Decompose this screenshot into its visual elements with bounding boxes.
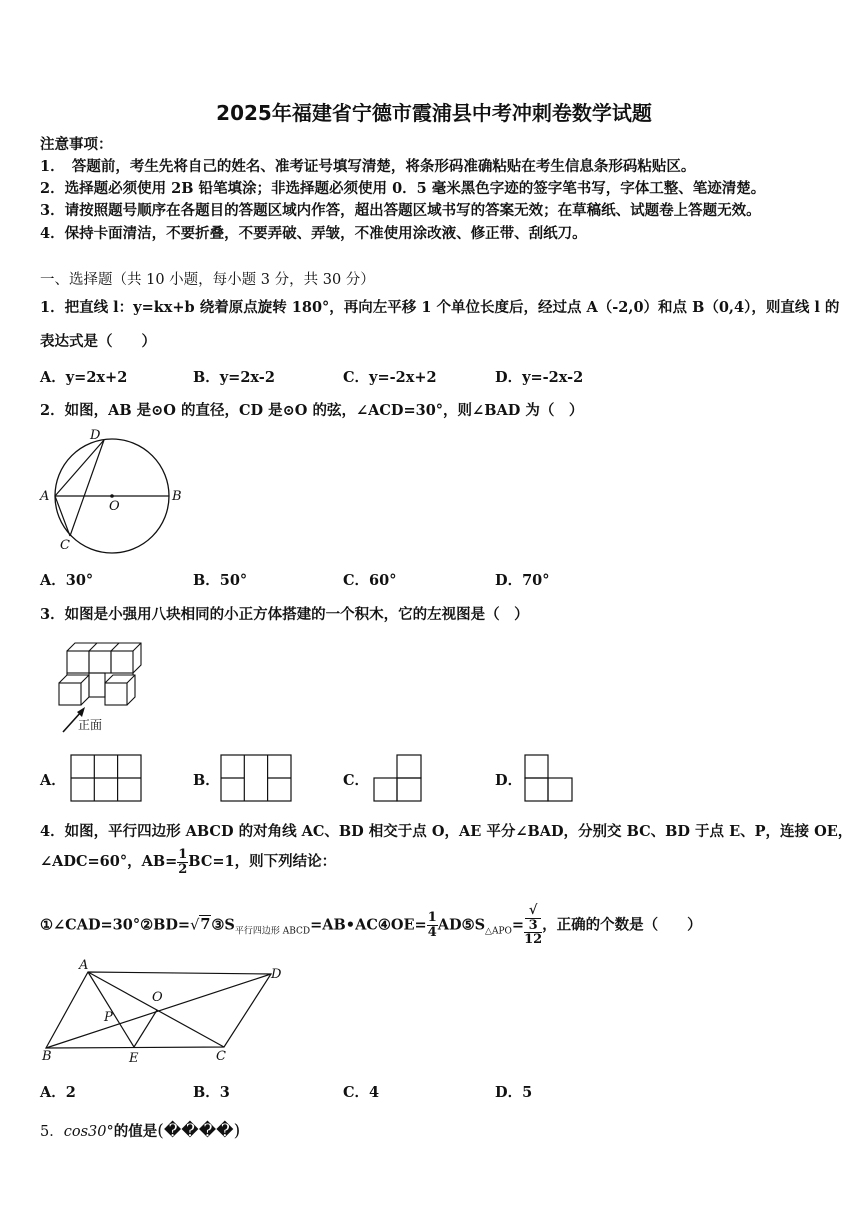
- q5-stem: 5．cos30°的值是(����): [40, 1121, 241, 1141]
- q3-stem: 3．如图是小强用八块相同的小正方体搭建的一个积木，它的左视图是（ ）: [40, 606, 529, 623]
- q4-label-e: E: [129, 1051, 139, 1066]
- q2-label-o: O: [109, 499, 120, 514]
- q2-stem: 2．如图，AB 是⊙O 的直径，CD 是⊙O 的弦，∠ACD=30°，则∠BAD 为（ ）: [40, 402, 584, 419]
- q2-option-d[interactable]: D．70°: [495, 572, 550, 589]
- notice-heading: 注意事项：: [40, 136, 113, 153]
- q3-option-d-view: [524, 754, 574, 802]
- q2-circle-figure: [38, 425, 188, 555]
- q4-label-d: D: [271, 967, 282, 982]
- q1-option-d[interactable]: D．y=-2x-2: [495, 369, 584, 386]
- q4-option-c[interactable]: C．4: [343, 1084, 380, 1101]
- q4-frac-half: $\frac{1}{2}$: [178, 847, 188, 877]
- page-title: 2025年福建省宁德市霞浦县中考冲刺卷数学试题: [216, 101, 652, 125]
- q3-option-c-view: [373, 754, 423, 802]
- q2-option-a[interactable]: A．30°: [40, 572, 94, 589]
- q4-label-p: P: [104, 1010, 113, 1025]
- q4-option-b[interactable]: B．3: [193, 1084, 230, 1101]
- q3-front-label: 正面: [78, 718, 103, 732]
- q2-label-c: C: [60, 538, 70, 553]
- q4-parallelogram-figure: [40, 962, 300, 1072]
- q4-frac-quarter: $\frac{1}{4}$: [427, 910, 437, 940]
- q1-stem-line1: 1．把直线 l：y=kx+b 绕着原点旋转 180°，再向左平移 1 个单位长度后，经过点 A（-2,0）和点 B（0,4），则直线 l 的: [40, 299, 840, 316]
- q3-option-b[interactable]: B．: [193, 772, 220, 789]
- q4-option-d[interactable]: D．5: [495, 1084, 533, 1101]
- q2-label-b: B: [172, 489, 182, 504]
- q4-frac-sqrt3: √ 3 12: [524, 903, 543, 948]
- q4-line2-b: BC=1，则下列结论：: [188, 853, 337, 871]
- q1-option-b[interactable]: B．y=2x-2: [193, 369, 275, 386]
- notice-item-3: 3．请按照题号顺序在各题目的答题区域内作答，超出答题区域书写的答案无效；在草稿纸、试题卷上答题无效。: [40, 202, 761, 219]
- q3-option-b-view: [220, 754, 292, 802]
- q1-option-a[interactable]: A．y=2x+2: [40, 369, 128, 386]
- q1-stem-line2: 表达式是（ ）: [40, 333, 156, 350]
- q3-option-c[interactable]: C．: [343, 772, 370, 789]
- q4-label-o: O: [152, 990, 163, 1005]
- q4-conclusions: $①\angle CAD=30^\circ ②BD=√7③S_{平行四边形 ABCD}=AB•AC④OE=$ $\frac{1}{4}$ $AD⑤S_{\triangle APO}=$ √ 3 12 ，正确的个数是（ ）: [40, 903, 702, 948]
- q4-label-c: C: [216, 1049, 226, 1064]
- notice-item-4: 4．保持卡面清洁，不要折叠，不要弄破、弄皱，不准使用涂改液、修正带、刮纸刀。: [40, 225, 587, 242]
- q3-option-d[interactable]: D．: [495, 772, 523, 789]
- q3-cube-figure: [55, 640, 155, 735]
- q2-option-c[interactable]: C．60°: [343, 572, 397, 589]
- q2-label-d: D: [90, 428, 101, 443]
- q4-label-a: A: [79, 958, 89, 973]
- notice-item-2: 2．选择题必须使用 2B 铅笔填涂；非选择题必须使用 0．5 毫米黑色字迹的签字笔书写，字体工整、笔迹清楚。: [40, 180, 766, 197]
- q4-label-b: B: [42, 1049, 52, 1064]
- q4-option-a[interactable]: A．2: [40, 1084, 76, 1101]
- q4-line2-a: ∠ADC=60°，AB=: [40, 853, 178, 871]
- q1-option-c[interactable]: C．y=-2x+2: [343, 369, 437, 386]
- notice-item-1: 1． 答题前，考生先将自己的姓名、准考证号填写清楚，将条形码准确粘贴在考生信息条形码粘贴区。: [40, 158, 696, 175]
- q4-stem-line1: 4．如图，平行四边形 ABCD 的对角线 AC、BD 相交于点 O，AE 平分∠BAD，分别交 BC、BD 于点 E、P，连接 OE，: [40, 823, 853, 840]
- q3-option-a-view: [70, 754, 142, 802]
- q4-stem-line2: [40, 848, 336, 876]
- q2-option-b[interactable]: B．50°: [193, 572, 248, 589]
- q2-label-a: A: [40, 489, 50, 504]
- section-heading: 一、选择题（共 10 小题，每小题 3 分，共 30 分）: [40, 272, 375, 288]
- q3-option-a[interactable]: A．: [40, 772, 66, 789]
